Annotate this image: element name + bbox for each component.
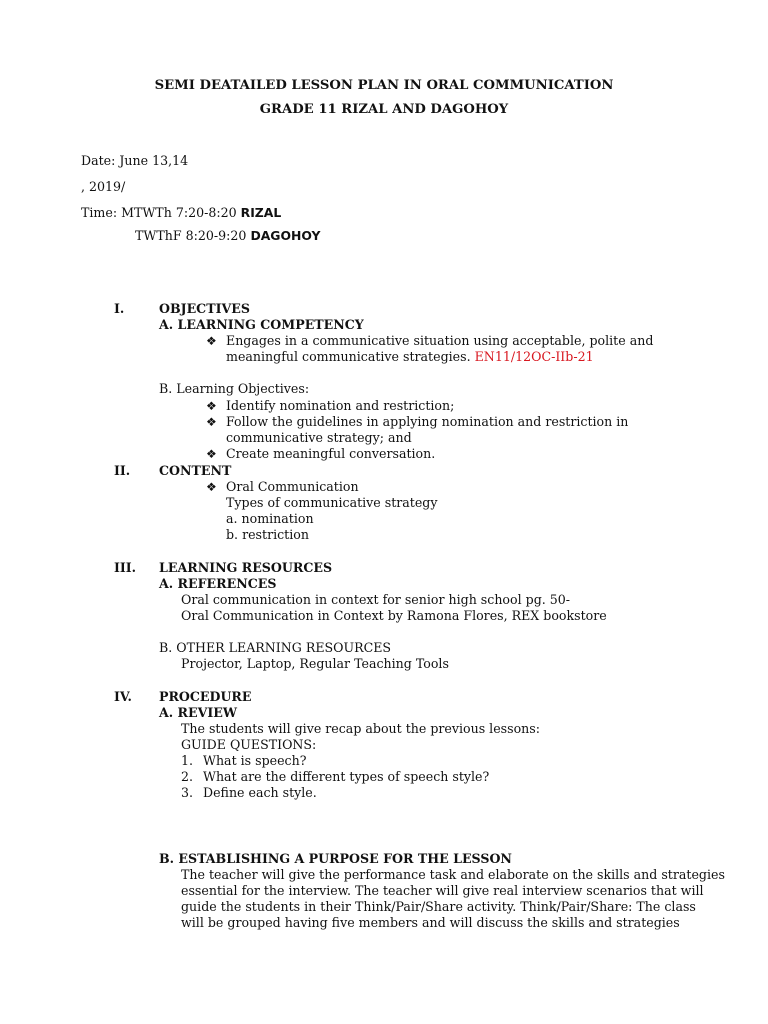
section-4-title: PROCEDURE (159, 689, 252, 704)
year-line: , 2019/ (81, 179, 126, 194)
content-item: Oral Communication (226, 479, 359, 494)
purpose-line-4: will be grouped having five members and will discuss the skills and strategies (181, 915, 680, 930)
schedule-rizal (81, 205, 281, 221)
purpose-line-1: The teacher will give the performance task and elaborate on the skills and strategies (181, 867, 725, 882)
bullet-icon: ❖ (206, 480, 217, 494)
reference-2: Oral Communication in Context by Ramona Flores, REX bookstore (181, 608, 607, 623)
date-line: Date: June 13,14 (81, 153, 189, 168)
section-3-title: LEARNING RESOURCES (159, 560, 333, 575)
schedule-dagohoy (135, 228, 320, 244)
schedule-rizal-section: RIZAL (240, 205, 282, 220)
review-heading: A. REVIEW (159, 705, 238, 720)
competency-line-2 (226, 349, 594, 365)
section-1-number: I. (114, 301, 125, 316)
question-2: What are the different types of speech style? (203, 769, 490, 784)
document-title: SEMI DEATAILED LESSON PLAN IN ORAL COMMUNICATION (154, 78, 614, 93)
bullet-icon: ❖ (206, 447, 217, 461)
question-1: What is speech? (203, 753, 307, 768)
question-2-number: 2. (181, 769, 194, 784)
objective-3: Create meaningful conversation. (226, 446, 436, 461)
section-1-title: OBJECTIVES (159, 301, 250, 316)
guide-questions-label: GUIDE QUESTIONS: (181, 737, 317, 752)
competency-text: meaningful communicative strategies. (226, 349, 471, 364)
competency-line-1: Engages in a communicative situation using acceptable, polite and (226, 333, 654, 348)
objective-1: Identify nomination and restriction; (226, 398, 455, 413)
references-heading: A. REFERENCES (159, 576, 277, 591)
purpose-heading: B. ESTABLISHING A PURPOSE FOR THE LESSON (159, 851, 512, 866)
review-intro: The students will give recap about the previous lessons: (181, 721, 540, 736)
purpose-line-2: essential for the interview. The teacher will give real interview scenarios that will (181, 883, 704, 898)
document-subtitle: GRADE 11 RIZAL AND DAGOHOY (259, 102, 509, 117)
section-2-number: II. (114, 463, 131, 478)
bullet-icon: ❖ (206, 415, 217, 429)
schedule-dagohoy-section: DAGOHOY (250, 228, 321, 243)
other-resources-heading: B. OTHER LEARNING RESOURCES (159, 640, 392, 655)
section-4-number: IV. (114, 689, 132, 704)
question-1-number: 1. (181, 753, 194, 768)
question-3: Define each style. (203, 785, 317, 800)
content-sub-2: a. nomination (226, 511, 314, 526)
content-sub-3: b. restriction (226, 527, 309, 542)
purpose-line-3: guide the students in their Think/Pair/Share activity. Think/Pair/Share: The class (181, 899, 696, 914)
bullet-icon: ❖ (206, 399, 217, 413)
schedule-rizal-time: Time: MTWTh 7:20-8:20 (81, 205, 237, 220)
section-2-title: CONTENT (159, 463, 232, 478)
competency-code: EN11/12OC-IIb-21 (474, 349, 594, 364)
learning-competency-heading: A. LEARNING COMPETENCY (159, 317, 364, 332)
schedule-dagohoy-time: TWThF 8:20-9:20 (135, 228, 247, 243)
question-3-number: 3. (181, 785, 194, 800)
bullet-icon: ❖ (206, 334, 217, 348)
other-resources-text: Projector, Laptop, Regular Teaching Tools (181, 656, 449, 671)
objective-2-line-2: communicative strategy; and (226, 430, 412, 445)
reference-1: Oral communication in context for senior high school pg. 50- (181, 592, 571, 607)
objective-2-line-1: Follow the guidelines in applying nomination and restriction in (226, 414, 629, 429)
section-3-number: III. (114, 560, 137, 575)
content-sub-1: Types of communicative strategy (226, 495, 438, 510)
learning-objectives-heading: B. Learning Objectives: (159, 381, 310, 396)
